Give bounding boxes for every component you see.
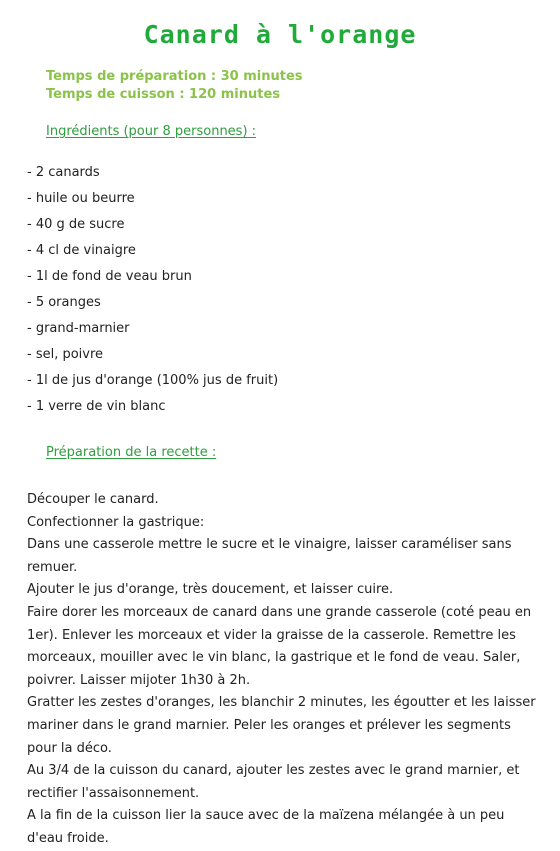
ingredients-list [27,164,278,424]
ingredient-item: - 4 cl de vinaigre [27,243,136,258]
ingredient-item: - grand-marnier [27,321,130,336]
ingredient-item: - 1 verre de vin blanc [27,399,166,414]
ingredient-item: - 1l de fond de veau brun [27,269,192,284]
preparation-step: Au 3/4 de la cuisson du canard, ajouter les zestes avec le grand marnier, et rectifier l'assaisonnement. [27,763,520,801]
preparation-heading: Préparation de la recette : [46,445,217,460]
preparation-step: Découper le canard. [27,492,159,507]
preparation-step: A la fin de la cuisson lier la sauce avec de la maïzena mélangée à un peu d'eau froide. [27,808,505,846]
preparation-step: Gratter les zestes d'oranges, les blanchir 2 minutes, les égoutter et les laisser mariner dans le grand marnier. Peler les oranges et prélever les segments pour la déco. [27,695,536,756]
preparation-step: Dans une casserole mettre le sucre et le vinaigre, laisser caraméliser sans remuer. [27,537,512,575]
ingredient-item: - 40 g de sucre [27,217,125,232]
ingredient-item: - 1l de jus d'orange (100% jus de fruit) [27,373,279,388]
prep-time: Temps de préparation : 30 minutes [46,69,303,84]
ingredient-item: - huile ou beurre [27,191,135,206]
ingredient-item: - 5 oranges [27,295,101,310]
ingredient-item: - sel, poivre [27,347,104,362]
ingredients-heading: Ingrédients (pour 8 personnes) : [46,124,257,139]
recipe-title: Canard à l'orange [143,20,417,49]
preparation-steps [27,489,542,851]
preparation-step: Faire dorer les morceaux de canard dans une grande casserole (coté peau en 1er). Enlever les morceaux et vider la graisse de la casserole. Remettre les morceaux, mouiller avec le vin blanc, la gastrique et le fond de veau. Saler, poivrer. Laisser mijoter 1h30 à 2h. [27,604,532,688]
recipe-times [46,68,303,104]
cook-time: Temps de cuisson : 120 minutes [46,87,280,102]
ingredient-item: - 2 canards [27,165,100,180]
preparation-step: Ajouter le jus d'orange, très doucement, et laisser cuire. [27,582,394,598]
preparation-step: Confectionner la gastrique: [27,514,205,530]
